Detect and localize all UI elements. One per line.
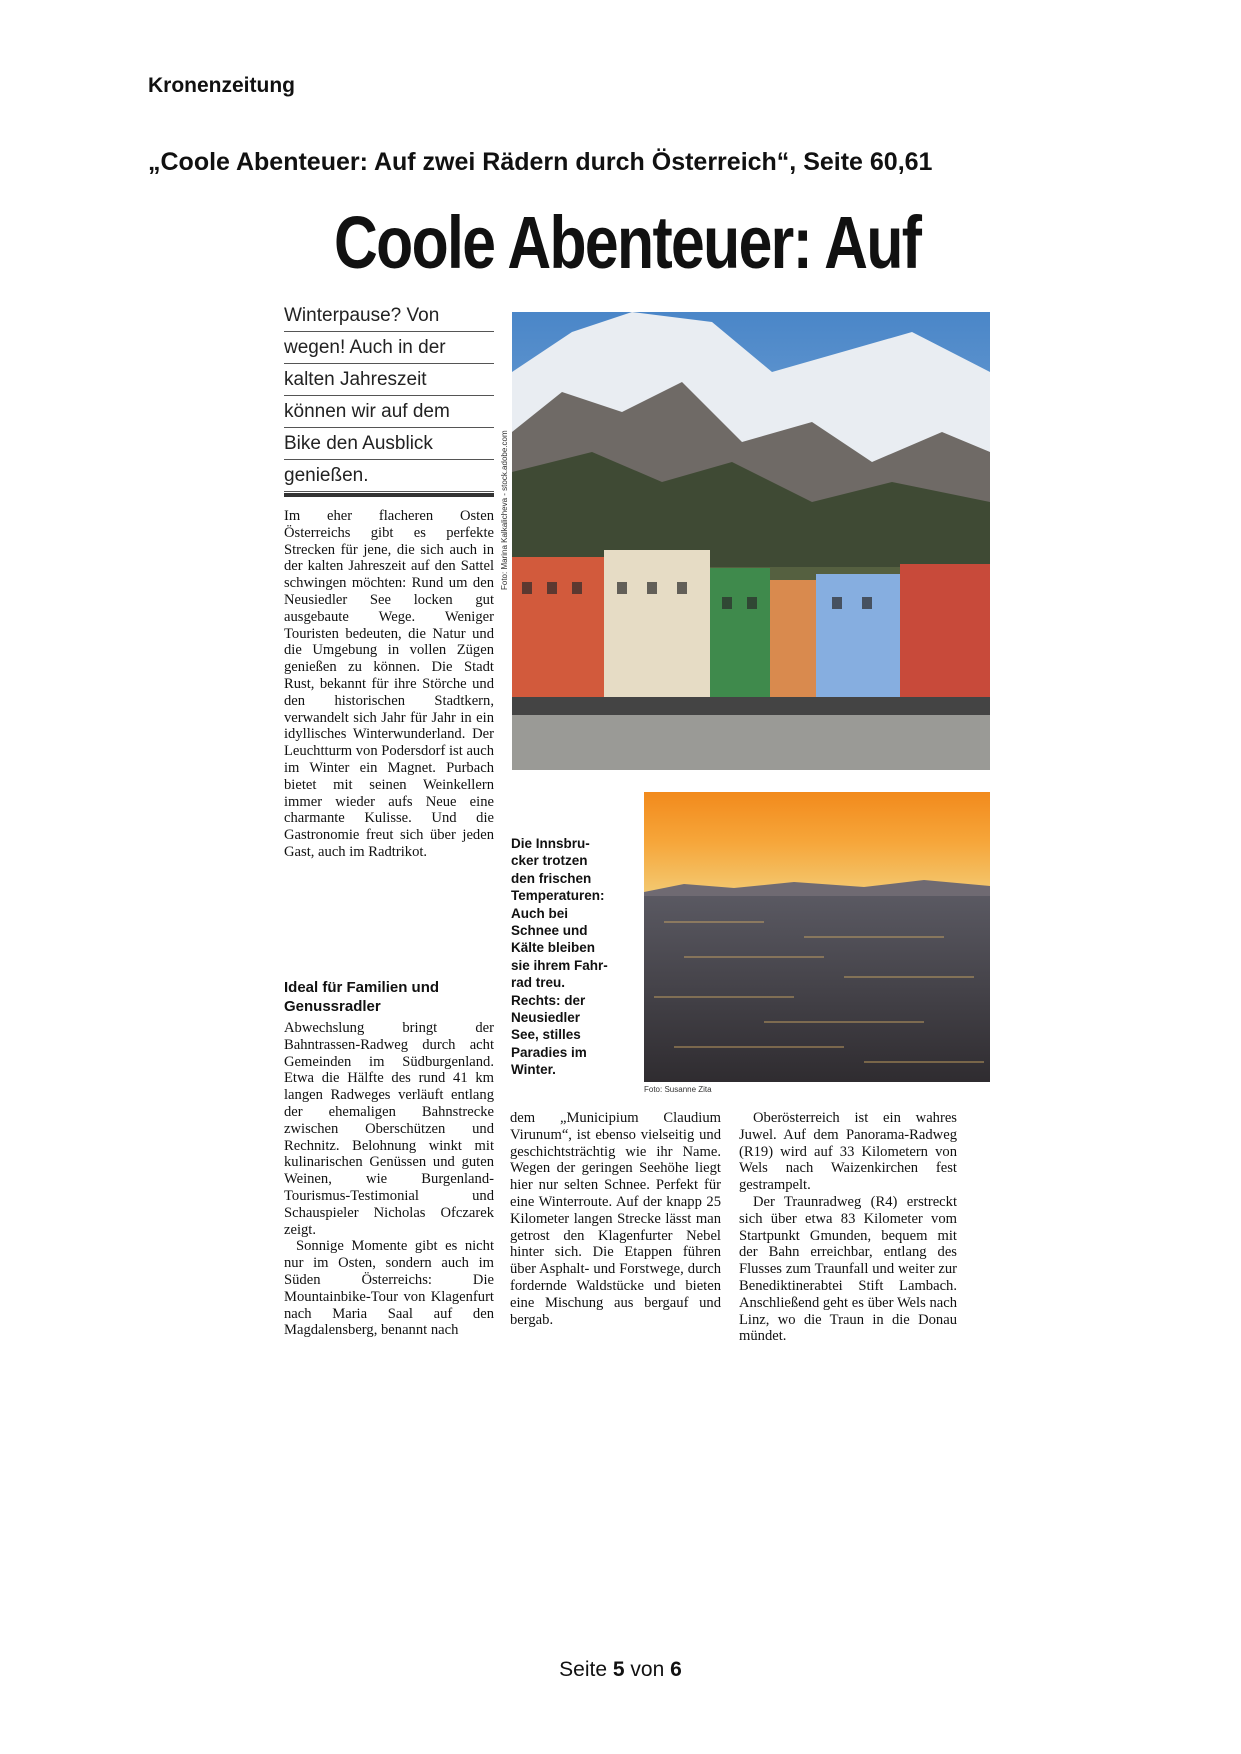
body-paragraph: dem „Municipium Claudium Virunum“, ist ebenso vielseitig und geschichtsträchtig wie ihr Name. Wegen der geringen Seehöhe liegt hier nur selten Schnee. Perfekt für eine Winterroute. Auf der knapp 25 Kilometer langen Strecke lässt man getrost den Klagenfurter Nebel hinter sich. Die Etappen führen über Asphalt- und Forstwege, durch fordernde Waldstücke und bieten eine Mischung aus bergauf und bergab. xyxy=(510,1110,721,1328)
lake-sunset-photo xyxy=(644,792,990,1082)
lead-block xyxy=(284,300,494,492)
photo-credit: Foto: Marina Kalkalicheva - stock.adobe.com xyxy=(500,430,509,590)
body-paragraph: Oberösterreich ist ein wahres Juwel. Auf dem Panorama-Radweg (R19) wird auf 33 Kilometern von Wels nach Waizenkirchen fest gestrampelt. xyxy=(739,1110,957,1194)
page-footer xyxy=(0,1658,1241,1682)
lead-line: können wir auf dem xyxy=(284,396,494,428)
innsbruck-photo xyxy=(512,312,990,770)
lead-line: Winterpause? Von xyxy=(284,300,494,332)
lead-line: wegen! Auch in der xyxy=(284,332,494,364)
lead-line: kalten Jahreszeit xyxy=(284,364,494,396)
body-paragraph: Der Traunradweg (R4) erstreckt sich über etwa 83 Kilometer vom Startpunkt Gmunden, bequem mit der Bahn erreichbar, entlang des Flusses zum Traunfall und weiter zur Benediktinerabtei Stift Lambach. Anschließend geht es über Wels nach Linz, wo die Traun in die Donau mündet. xyxy=(739,1193,957,1345)
column-2 xyxy=(510,1110,721,1328)
footer-prefix: Seite xyxy=(559,1658,608,1681)
footer-separator: von xyxy=(630,1658,665,1681)
lead-line: Bike den Ausblick xyxy=(284,428,494,460)
subheading: Ideal für Familien und Genussradler xyxy=(284,979,440,1015)
body-paragraph: Sonnige Momente gibt es nicht nur im Osten, sondern auch im Süden Österreichs: Die Mountainbike-Tour von Klagenfurt nach Maria Saal auf den Magdalensberg, benannt nach xyxy=(284,1238,494,1339)
lead-line: genießen. xyxy=(284,460,494,492)
lead-divider xyxy=(284,493,494,497)
column-1-continued xyxy=(284,1020,494,1339)
current-page: 5 xyxy=(612,1658,625,1681)
innsbruck-illustration xyxy=(512,312,990,770)
photo-caption: Die Innsbru- cker trotzen den frischen Temperaturen: Auch bei Schnee und Kälte bleiben sie ihrem Fahr- rad treu. Rechts: der Neusiedler See, stilles Paradies im Winter. xyxy=(511,836,608,1078)
photo-credit: Foto: Susanne Zita xyxy=(644,1085,712,1094)
article-reference: „Coole Abenteuer: Auf zwei Rädern durch Österreich“, Seite 60,61 xyxy=(148,148,933,176)
column-1-intro xyxy=(284,508,494,861)
publication-name: Kronenzeitung xyxy=(148,74,295,97)
article-headline: Coole Abenteuer: Auf xyxy=(334,201,921,284)
column-3 xyxy=(739,1110,957,1345)
total-pages: 6 xyxy=(670,1658,682,1681)
lake-illustration xyxy=(644,792,990,1082)
body-paragraph: Im eher flacheren Osten Österreichs gibt es perfekte Strecken für jene, die sich auch in der kalten Jahreszeit auf den Sattel schwingen möchten: Rund um den Neusiedler See locken gut ausgebaute Wege. Weniger Touristen bedeuten, die Natur und die Umgebung in vollen Zügen genießen zu können. Die Stadt Rust, bekannt für ihre Störche und den historischen Stadtkern, verwandelt sich Jahr für Jahr in ein idyllisches Winterwunderland. Der Leuchtturm von Podersdorf ist auch im Winter ein Magnet. Purbach bietet mit seinen Weinkellern immer wieder aufs Neue eine charmante Kulisse. Und die Gastronomie freut sich über jeden Gast, auch im Radtrikot. xyxy=(284,508,494,860)
body-paragraph: Abwechslung bringt der Bahntrassen-Radweg durch acht Gemeinden im Südburgenland. Etwa die Hälfte des rund 41 km langen Radweges verläuft entlang der ehemaligen Bahnstrecke zwischen Oberschützen und Rechnitz. Belohnung winkt mit kulinarischen Genüssen und guten Weinen, wie Burgenland-Tourismus-Testimonial und Schauspieler Nicholas Ofczarek zeigt. xyxy=(284,1020,494,1238)
